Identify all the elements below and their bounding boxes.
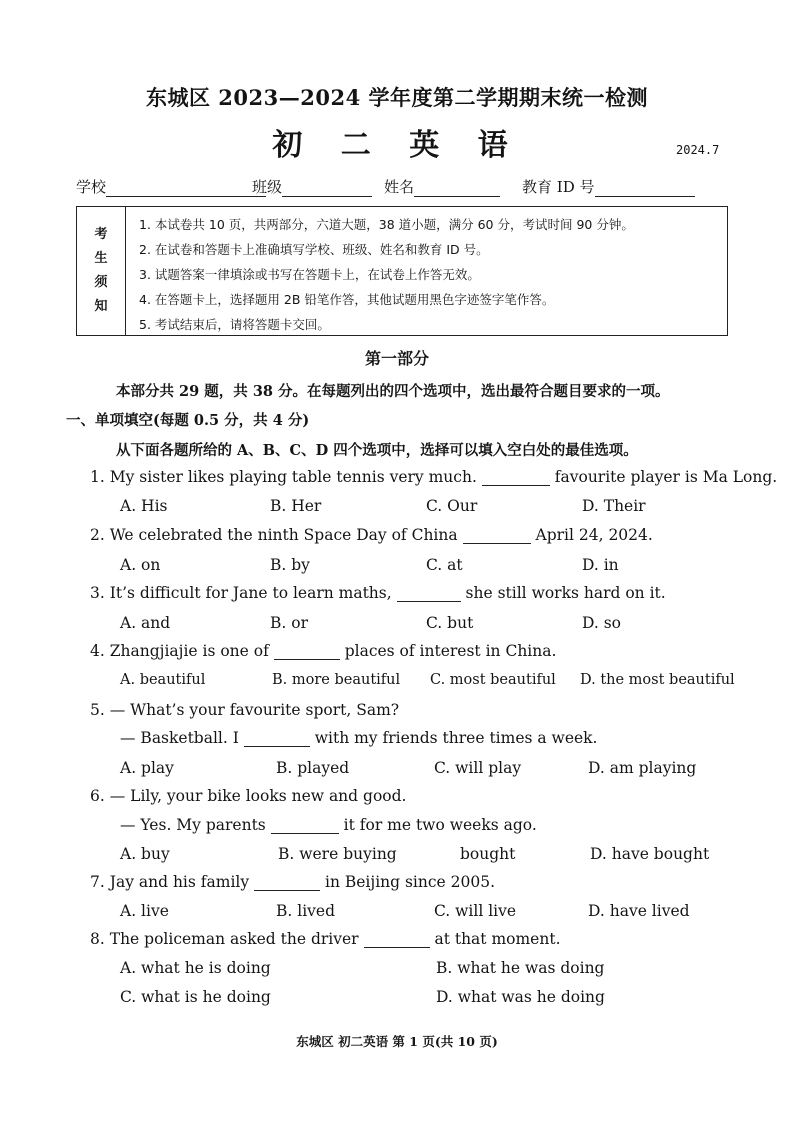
class-field [252, 176, 372, 197]
option-a: A. live [120, 902, 169, 920]
option-b: B. Her [270, 497, 322, 515]
question-7 [90, 873, 495, 891]
page-footer: 东城区 初二英语 第 1 页(共 10 页) [296, 1034, 498, 1049]
question-4 [90, 642, 556, 660]
notice-rule: 4. 在答题卡上，选择题用 2B 铅笔作答，其他试题用黑色字迹签字笔作答。 [139, 292, 555, 307]
answer-blank [463, 528, 531, 544]
question-text: she still works hard on it. [465, 584, 666, 602]
answer-blank [397, 586, 461, 602]
option-c: C. will play [434, 759, 522, 777]
option-c: bought [460, 845, 516, 863]
question-number: 8. [90, 930, 105, 948]
name-label: 姓名 [384, 178, 415, 196]
answer-blank [271, 818, 339, 834]
exam-title: 东城区 2023—2024 学年度第二学期期末统一检测 [145, 85, 648, 110]
question-1 [90, 468, 777, 486]
answer-blank [364, 932, 430, 948]
question-number: 2. [90, 526, 105, 544]
question-text: — Basketball. I [120, 729, 239, 747]
question-number: 4. [90, 642, 105, 660]
notice-label-char: 须 [94, 275, 108, 290]
question-text: places of interest in China. [344, 642, 557, 660]
question-text: — What’s your favourite sport, Sam? [109, 701, 400, 719]
notice-label-char: 考 [94, 227, 108, 242]
question-6 [90, 787, 406, 805]
question-text: Jay and his family [109, 873, 250, 891]
question-number: 1. [90, 468, 105, 486]
notice-label [77, 207, 126, 335]
notice-rule: 1. 本试卷共 10 页，共两部分，六道大题，38 道小题，满分 60 分，考试时间 90 分钟。 [139, 217, 634, 232]
question-number: 3. [90, 584, 105, 602]
question-5 [90, 701, 399, 719]
option-d: D. what was he doing [436, 988, 605, 1006]
name-field [384, 176, 500, 197]
option-a: A. beautiful [120, 672, 206, 688]
option-c: C. most beautiful [430, 672, 556, 688]
answer-blank [244, 731, 310, 747]
exam-date: 2024.7 [676, 143, 720, 157]
school-blank [106, 182, 266, 197]
option-b: B. or [270, 614, 308, 632]
option-d: D. in [582, 556, 619, 574]
option-d: D. Their [582, 497, 646, 515]
option-d: D. have bought [590, 845, 710, 863]
edu-id-label: 教育 ID 号 [522, 178, 595, 196]
question-text: We celebrated the ninth Space Day of China [109, 526, 458, 544]
option-b: B. were buying [278, 845, 397, 863]
question-text: April 24, 2024. [535, 526, 653, 544]
notice-box [76, 206, 728, 336]
question-text: Zhangjiajie is one of [109, 642, 269, 660]
subject-title: 初 二 英 语 [272, 128, 522, 163]
option-c: C. what is he doing [120, 988, 271, 1006]
option-d: D. am playing [588, 759, 697, 777]
option-c: C. but [426, 614, 474, 632]
edu-id-blank [595, 182, 695, 197]
option-b: B. played [276, 759, 350, 777]
question-text: with my friends three times a week. [314, 729, 598, 747]
question-5-reply [120, 729, 598, 747]
question-number: 5. [90, 701, 105, 719]
notice-rule: 2. 在试卷和答题卡上准确填写学校、班级、姓名和教育 ID 号。 [139, 242, 489, 257]
question-text: The policeman asked the driver [109, 930, 359, 948]
option-b: B. by [270, 556, 310, 574]
answer-blank [274, 644, 340, 660]
option-a: A. on [120, 556, 161, 574]
option-d: D. the most beautiful [580, 672, 735, 688]
question-2 [90, 526, 653, 544]
option-c: C. Our [426, 497, 478, 515]
option-a: A. His [120, 497, 168, 515]
question-text: — Yes. My parents [120, 816, 266, 834]
question-text: at that moment. [434, 930, 561, 948]
school-field [76, 176, 266, 197]
notice-label-char: 知 [94, 299, 108, 314]
option-a: A. buy [120, 845, 170, 863]
edu-id-field [522, 176, 695, 197]
class-blank [282, 182, 372, 197]
section-title: 一、单项填空(每题 0.5 分，共 4 分) [66, 412, 310, 429]
option-b: B. more beautiful [272, 672, 401, 688]
question-8 [90, 930, 561, 948]
notice-rule: 3. 试题答案一律填涂或书写在答题卡上，在试卷上作答无效。 [139, 267, 480, 282]
part-description: 本部分共 29 题，共 38 分。在每题列出的四个选项中，选出最符合题目要求的一项。 [116, 383, 670, 400]
class-label: 班级 [252, 178, 283, 196]
question-text: it for me two weeks ago. [343, 816, 537, 834]
question-number: 7. [90, 873, 105, 891]
option-b: B. lived [276, 902, 336, 920]
option-d: D. have lived [588, 902, 690, 920]
name-blank [414, 182, 500, 197]
school-label: 学校 [76, 178, 107, 196]
question-text: It’s difficult for Jane to learn maths, [109, 584, 392, 602]
option-a: A. and [120, 614, 171, 632]
option-c: C. at [426, 556, 463, 574]
question-number: 6. [90, 787, 105, 805]
notice-label-char: 生 [94, 251, 108, 266]
option-c: C. will live [434, 902, 517, 920]
notice-rule: 5. 考试结束后，请将答题卡交回。 [139, 317, 330, 332]
answer-blank [482, 470, 550, 486]
option-b: B. what he was doing [436, 959, 605, 977]
option-d: D. so [582, 614, 622, 632]
answer-blank [254, 875, 320, 891]
option-a: A. what he is doing [120, 959, 271, 977]
question-text: — Lily, your bike looks new and good. [109, 787, 407, 805]
section-instruction: 从下面各题所给的 A、B、C、D 四个选项中，选择可以填入空白处的最佳选项。 [116, 442, 638, 459]
question-text: in Beijing since 2005. [325, 873, 496, 891]
part-title: 第一部分 [364, 349, 429, 368]
question-6-reply [120, 816, 537, 834]
question-3 [90, 584, 666, 602]
question-text: favourite player is Ma Long. [554, 468, 778, 486]
option-a: A. play [120, 759, 174, 777]
question-text: My sister likes playing table tennis very much. [109, 468, 477, 486]
